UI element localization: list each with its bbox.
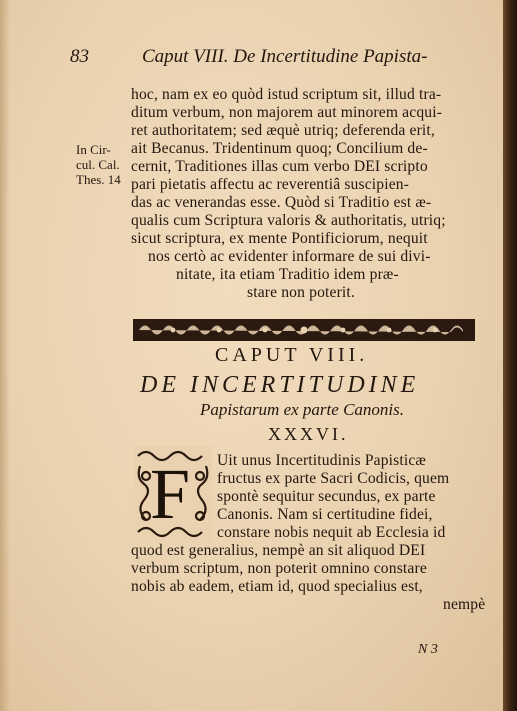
text-line: sicut scriptura, ex mente Pontificiorum, nequit — [131, 230, 428, 247]
margin-note-line: In Cir- — [76, 142, 111, 157]
text-line: stare non poterit. — [247, 284, 355, 301]
text-line: qualis cum Scriptura valoris & authoritatis, utriq; — [131, 212, 446, 229]
text-line: Uit unus Incertitudinis Papisticæ — [217, 452, 426, 469]
book-spine — [503, 0, 517, 711]
text-line: hoc, nam ex eo quòd istud scriptum sit, illud tra- — [131, 86, 442, 103]
text-line: nos certò ac evidenter informare de sui divi- — [148, 248, 431, 265]
text-line: Canonis. Nam si certitudine fidei, — [217, 506, 433, 523]
signature-mark: N 3 — [418, 642, 438, 657]
text-line: cernit, Traditiones illas cum verbo DEI scripto — [131, 158, 428, 175]
text-line: ditum verbum, non majorem aut minorem acqui- — [131, 104, 443, 121]
chapter-label: CAPUT VIII. — [215, 344, 369, 366]
text-line: verbum scriptum, non poterit omnino constare — [131, 560, 427, 577]
ornamental-band — [133, 318, 475, 342]
text-line: fructus ex parte Sacri Codicis, quem — [217, 470, 450, 487]
catchword: nempè — [443, 596, 486, 613]
text-line: ret authoritatem; sed æquè utriq; deferenda erit, — [131, 122, 435, 139]
chapter-subtitle: Papistarum ex parte Canonis. — [200, 400, 404, 419]
decorated-initial — [134, 446, 212, 542]
running-title: Caput VIII. De Incertitudine Papista- — [142, 46, 428, 67]
text-line: das ac venerandas esse. Quòd si Traditio est æ- — [131, 194, 432, 211]
chapter-title: DE INCERTITUDINE — [140, 372, 420, 398]
text-line: constare nobis nequit ab Ecclesia id — [217, 524, 446, 541]
text-line: ait Becanus. Tridentinum quoq; Concilium de- — [131, 140, 428, 157]
margin-note-line: Thes. 14 — [76, 172, 121, 187]
page-edge-shadow — [0, 0, 10, 711]
section-number: XXXVI. — [268, 424, 349, 444]
text-line: spontè sequitur secundus, ex parte — [217, 488, 436, 505]
drop-cap-letter: F — [150, 454, 191, 534]
page-number: 83 — [70, 46, 89, 67]
text-line: nobis ab eadem, etiam id, quod specialius est, — [131, 578, 423, 595]
text-line: nitate, ita etiam Traditio idem præ- — [176, 266, 399, 283]
text-line: quod est generalius, nempè an sit aliquod DEI — [131, 542, 426, 559]
text-line: pari pietatis affectu ac reverentiâ suscipien- — [131, 176, 410, 193]
margin-note-line: cul. Cal. — [76, 157, 120, 172]
